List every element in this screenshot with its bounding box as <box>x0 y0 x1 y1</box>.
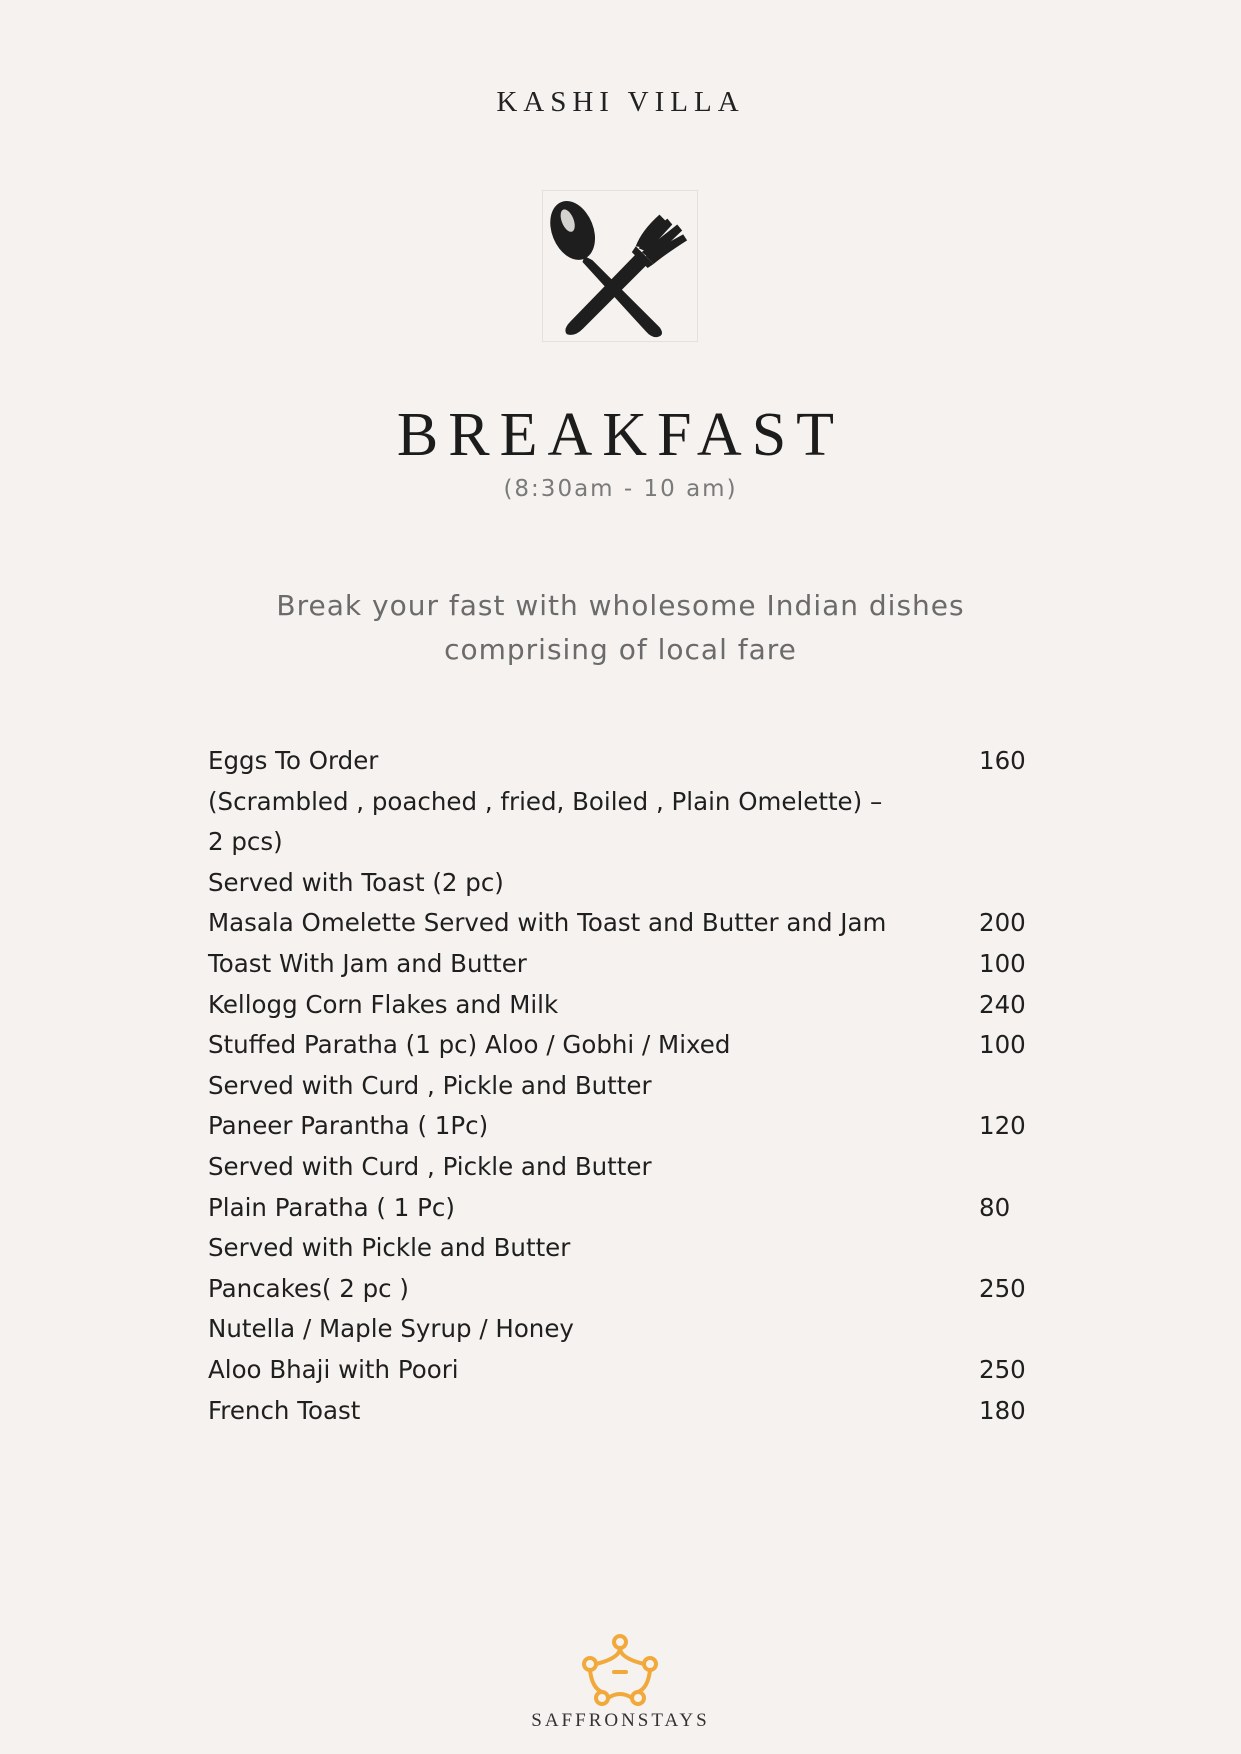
section-title: BREAKFAST <box>396 401 845 469</box>
menu-item-text: Stuffed Paratha (1 pc) Aloo / Gobhi / Mixed <box>208 1030 731 1060</box>
menu-item-text: Nutella / Maple Syrup / Honey <box>208 1314 574 1344</box>
menu-row <box>208 1147 1038 1188</box>
menu-list <box>208 741 1038 1431</box>
menu-item-text: (Scrambled , poached , fried, Boiled , Plain Omelette) – <box>208 786 883 816</box>
menu-row <box>208 822 1038 863</box>
menu-item-text: Plain Paratha ( 1 Pc) <box>208 1192 455 1222</box>
menu-item-price: 100 <box>979 1030 1026 1060</box>
menu-row <box>208 1066 1038 1107</box>
menu-row <box>208 1025 1038 1066</box>
menu-row <box>208 1309 1038 1350</box>
menu-row <box>208 903 1038 944</box>
saffronstays-logo-icon <box>578 1632 662 1712</box>
menu-row <box>208 1269 1038 1310</box>
menu-item-price: 250 <box>979 1273 1026 1303</box>
menu-row <box>208 944 1038 985</box>
menu-row <box>208 985 1038 1026</box>
menu-item-price: 250 <box>979 1354 1026 1384</box>
menu-row <box>208 1391 1038 1432</box>
menu-item-text: 2 pcs) <box>208 827 283 857</box>
serving-hours: (8:30am - 10 am) <box>503 476 738 502</box>
menu-item-text: Pancakes( 2 pc ) <box>208 1273 409 1303</box>
menu-item-text: French Toast <box>208 1395 361 1425</box>
brand-name: KASHI VILLA <box>496 86 745 118</box>
menu-row <box>208 1350 1038 1391</box>
menu-item-text: Toast With Jam and Butter <box>208 948 527 978</box>
menu-item-price: 160 <box>979 746 1026 775</box>
menu-row <box>208 741 1038 782</box>
menu-item-price: 180 <box>979 1395 1026 1425</box>
menu-item-text: Masala Omelette Served with Toast and Butter and Jam <box>208 908 887 938</box>
menu-row <box>208 863 1038 904</box>
menu-item-text: Eggs To Order <box>208 746 379 775</box>
menu-row <box>208 782 1038 823</box>
menu-item-price: 240 <box>979 989 1026 1019</box>
menu-item-price: 100 <box>979 948 1026 978</box>
menu-item-text: Served with Pickle and Butter <box>208 1233 571 1263</box>
tagline <box>0 584 1241 672</box>
tagline-line: Break your fast with wholesome Indian dishes <box>276 589 965 622</box>
menu-row <box>208 1188 1038 1229</box>
menu-item-text: Served with Toast (2 pc) <box>208 867 504 897</box>
menu-item-text: Aloo Bhaji with Poori <box>208 1354 459 1384</box>
menu-row <box>208 1228 1038 1269</box>
menu-item-text: Served with Curd , Pickle and Butter <box>208 1151 652 1181</box>
cutlery-icon <box>542 190 698 342</box>
menu-item-price: 120 <box>979 1111 1026 1141</box>
tagline-line: comprising of local fare <box>444 633 797 666</box>
menu-item-text: Served with Curd , Pickle and Butter <box>208 1070 652 1100</box>
menu-row <box>208 1106 1038 1147</box>
menu-item-price: 200 <box>979 908 1026 938</box>
footer-brand-name: SAFFRONSTAYS <box>531 1710 710 1731</box>
menu-item-text: Paneer Parantha ( 1Pc) <box>208 1111 489 1141</box>
menu-item-text: Kellogg Corn Flakes and Milk <box>208 989 559 1019</box>
menu-item-price: 80 <box>979 1192 1011 1222</box>
